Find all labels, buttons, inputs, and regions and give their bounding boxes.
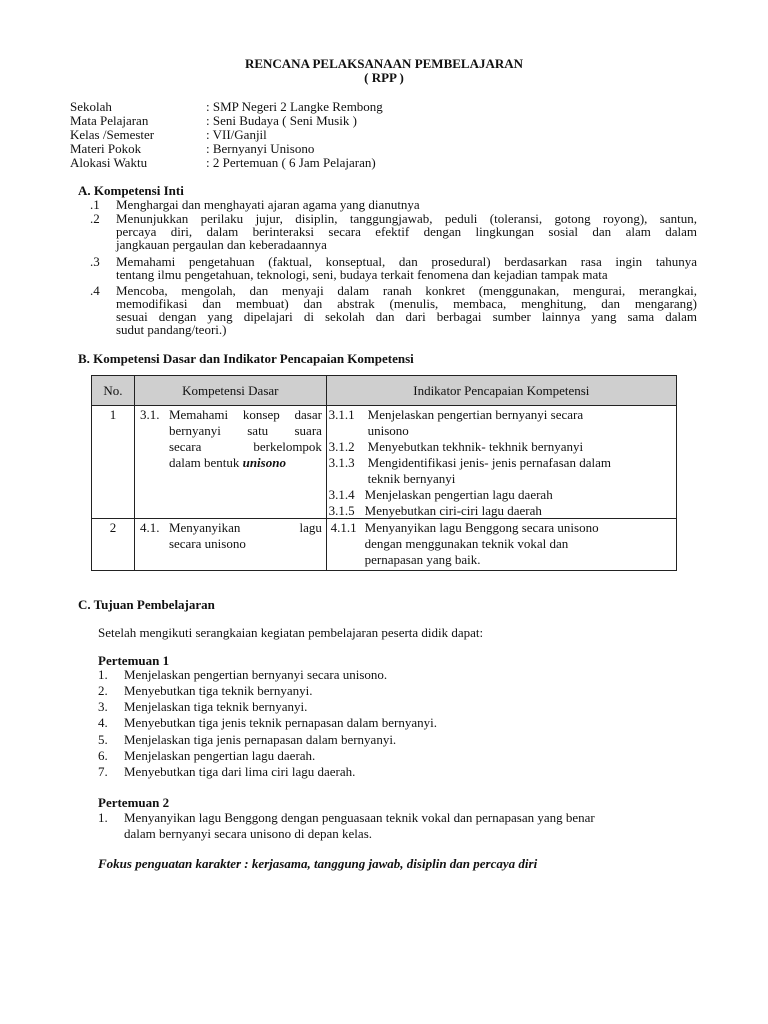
list-text: Menjelaskan tiga jenis pernapasan dalam bernyanyi. (124, 732, 397, 747)
indicator-text: pernapasan yang baik. (364, 552, 481, 567)
info-key: Mata Pelajaran (70, 113, 149, 128)
list-number: 1. (98, 667, 108, 682)
kd-number: 4.1. (139, 520, 160, 535)
list-text: Menjelaskan pengertian lagu daerah. (124, 748, 316, 763)
ki-line: Menghargai dan menghayati ajaran agama yang dianutnya (116, 197, 420, 212)
info-key: Materi Pokok (70, 141, 142, 156)
document-subtitle: ( RPP ) (364, 70, 404, 85)
ki-text (116, 198, 697, 211)
table-header-no: No. (92, 376, 135, 406)
document-title: RENCANA PELAKSANAAN PEMBELAJARAN (244, 56, 524, 71)
list-number: 4. (98, 715, 108, 730)
indicator-list (327, 407, 676, 518)
list-number: 5. (98, 732, 108, 747)
row-number (92, 406, 135, 519)
table-row (92, 519, 677, 571)
indicator-text: teknik bernyanyi (367, 471, 456, 486)
pertemuan-2-heading: Pertemuan 2 (98, 795, 170, 810)
kd-cell (134, 406, 326, 519)
info-value: : 2 Pertemuan ( 6 Jam Pelajaran) (206, 155, 376, 170)
list-number: 1. (98, 810, 108, 825)
indicator-number: 3.1.2 (328, 439, 355, 454)
indicator-text: Menyebutkan ciri-ciri lagu daerah (364, 503, 542, 518)
row-number-text: 2 (109, 520, 117, 535)
indicator-list (327, 520, 676, 568)
ki-line: sudut pandang/teori.) (116, 322, 227, 337)
info-value: : VII/Ganjil (206, 127, 267, 142)
list-text: dalam bernyanyi secara unisono di depan kelas. (124, 826, 372, 841)
ki-line: jangkauan pergaulan dan keberadaannya (116, 237, 327, 252)
pertemuan-1-heading: Pertemuan 1 (98, 653, 170, 668)
kd-line: bernyanyi satu suara (168, 423, 322, 438)
row-number-text: 1 (109, 407, 117, 422)
indicator-number: 4.1.1 (330, 520, 357, 535)
list-text: Menyebutkan tiga dari lima ciri lagu daerah. (124, 764, 356, 779)
list-text: Menjelaskan tiga teknik bernyanyi. (124, 699, 308, 714)
ki-line: Menunjukkan perilaku jujur, disiplin, tanggungjawab, peduli (toleransi, gotong royong), santun, (116, 211, 697, 226)
ki-number: .4 (90, 283, 100, 298)
competency-table (91, 375, 677, 571)
list-number: 2. (98, 683, 108, 698)
kd-line (169, 455, 322, 471)
section-b-heading: B. Kompetensi Dasar dan Indikator Pencapaian Kompetensi (78, 351, 414, 366)
info-value: : Seni Budaya ( Seni Musik ) (206, 113, 357, 128)
list-number: 7. (98, 764, 108, 779)
ki-text (116, 284, 697, 336)
kd-text (169, 520, 322, 552)
list-text: Menyanyikan lagu Benggong dengan penguasaan teknik vokal dan pernapasan yang benar (124, 810, 595, 825)
kd-cell (134, 519, 326, 571)
list-number: 6. (98, 748, 108, 763)
indicator-cell (326, 519, 676, 571)
table-row (92, 406, 677, 519)
ki-line: Mencoba, mengolah, dan menyaji dalam ranah konkret (menggunakan, mengurai, merangkai, (116, 283, 697, 298)
ki-text (116, 212, 697, 251)
character-focus: Fokus penguatan karakter : kerjasama, tanggung jawab, disiplin dan percaya diri (98, 856, 538, 871)
indicator-number: 3.1.3 (328, 455, 355, 470)
indicator-text: Menjelaskan pengertian lagu daerah (364, 487, 553, 502)
kd-line-text: dalam bentuk (168, 455, 243, 470)
info-value: : SMP Negeri 2 Langke Rembong (206, 99, 383, 114)
list-number: 3. (98, 699, 108, 714)
kd-line: Menyanyikan lagu (168, 520, 322, 535)
indicator-number: 3.1.1 (328, 407, 355, 422)
list-text: Menyebutkan tiga teknik bernyanyi. (124, 683, 313, 698)
section-c-intro: Setelah mengikuti serangkaian kegiatan pembelajaran peserta didik dapat: (98, 625, 484, 640)
table-header-indikator: Indikator Pencapaian Kompetensi (326, 376, 676, 406)
indicator-text: unisono (367, 423, 409, 438)
indicator-number: 3.1.4 (328, 487, 355, 502)
indicator-text: dengan menggunakan teknik vokal dan (364, 536, 569, 551)
table-header-kd: Kompetensi Dasar (134, 376, 326, 406)
indicator-number: 3.1.5 (328, 503, 355, 518)
ki-text (116, 255, 697, 281)
kd-content (135, 520, 326, 568)
ki-number: .3 (90, 254, 100, 269)
ki-number: .1 (90, 197, 100, 212)
info-value: : Bernyanyi Unisono (206, 141, 315, 156)
kd-content (135, 407, 326, 515)
info-key: Kelas /Semester (70, 127, 155, 142)
info-key: Alokasi Waktu (70, 155, 148, 170)
kd-text (169, 407, 322, 471)
info-key: Sekolah (70, 99, 112, 114)
list-text: Menyebutkan tiga jenis teknik pernapasan dalam bernyanyi. (124, 715, 437, 730)
indicator-cell (326, 406, 676, 519)
indicator-text: Menjelaskan pengertian bernyanyi secara (367, 407, 584, 422)
ki-line: sesuai dengan yang dipelajari di sekolah dan dari berbagai sumber lainnya yang sama dalam (116, 309, 697, 324)
kd-italic-term: unisono (242, 455, 286, 470)
table-header-row (92, 376, 677, 406)
ki-line: tentang ilmu pengetahuan, teknologi, seni, budaya terkait fenomena dan kejadian tampak mata (116, 267, 608, 282)
indicator-text: Menyanyikan lagu Benggong secara unisono (364, 520, 599, 535)
section-a-heading: A. Kompetensi Inti (78, 183, 184, 198)
list-text: Menjelaskan pengertian bernyanyi secara unisono. (124, 667, 388, 682)
section-c-heading: C. Tujuan Pembelajaran (78, 597, 215, 612)
row-number (92, 519, 135, 571)
kd-number: 3.1. (139, 407, 160, 422)
ki-line: Memahami pengetahuan (faktual, konseptual, dan prosedural) berdasarkan rasa ingin tahunya (116, 254, 697, 269)
kd-line: secara berkelompok (168, 439, 322, 454)
indicator-text: Mengidentifikasi jenis- jenis pernafasan dalam (367, 455, 611, 470)
ki-number: .2 (90, 211, 100, 226)
indicator-text: Menyebutkan tekhnik- tekhnik bernyanyi (367, 439, 584, 454)
kd-line: Memahami konsep dasar (168, 407, 322, 422)
ki-line: percaya diri, dalam berinteraksi secara efektif dengan lingkungan sosial dan alam dalam (116, 224, 697, 239)
ki-line: memodifikasi dan membuat) dan abstrak (menulis, membaca, menghitung, dan mengarang) (116, 296, 697, 311)
kd-line: secara unisono (168, 536, 246, 551)
